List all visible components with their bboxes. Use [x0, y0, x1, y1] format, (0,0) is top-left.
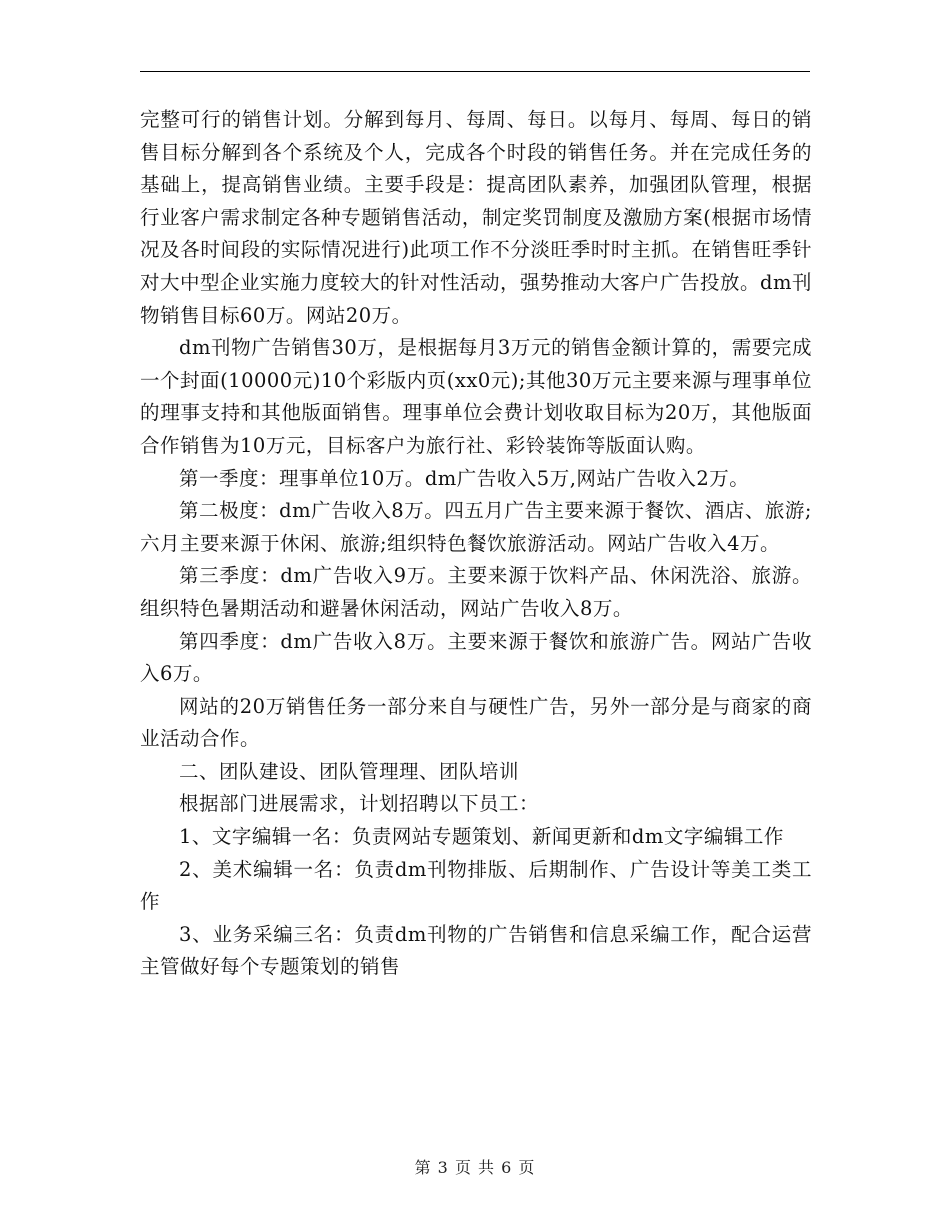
paragraph: 第一季度：理事单位10万。dm广告收入5万,网站广告收入2万。 — [179, 466, 750, 490]
section-heading: 二、团队建设、团队管理理、团队培训 — [179, 759, 520, 783]
header-rule — [140, 71, 810, 72]
paragraph: 完整可行的销售计划。分解到每月、每周、每日。以每月、每周、每日的销售目标分解到各个系统及个人，完成各个时段的销售任务。并在完成任务的基础上，提高销售业绩。主要手段是：提高团队素养，加强团队管理，根据行业客户需求制定各种专题销售活动，制定奖罚制度及激励方案(根据市场情况及各时间段的实际情况进行)此项工作不分淡旺季时时主抓。在销售旺季针对大中型企业实施力度较大的针对性活动，强势推动大客户广告投放。dm刊物销售目标60万。网站20万。 — [140, 108, 812, 327]
paragraph: dm刊物广告销售30万，是根据每月3万元的销售金额计算的，需要完成一个封面(10000元)10个彩版内页(xx0元);其他30万元主要来源与理事单位的理事支持和其他版面销售。理事单位会费计划收取目标为20万，其他版面合作销售为10万元，目标客户为旅行社、彩铃装饰等版面认购。 — [140, 336, 812, 457]
list-item: 2、美术编辑一名：负责dm刊物排版、后期制作、广告设计等美工类工作 — [140, 857, 812, 914]
body-text — [140, 104, 812, 984]
paragraph: 第四季度：dm广告收入8万。主要来源于餐饮和旅游广告。网站广告收入6万。 — [140, 629, 812, 686]
list-item: 3、业务采编三名：负责dm刊物的广告销售和信息采编工作，配合运营主管做好每个专题策划的销售 — [140, 922, 812, 979]
page-number: 第 3 页 共 6 页 — [414, 1158, 536, 1177]
paragraph: 根据部门进展需求，计划招聘以下员工： — [179, 792, 540, 816]
paragraph: 第二极度：dm广告收入8万。四五月广告主要来源于餐饮、酒店、旅游;六月主要来源于休闲、旅游;组织特色餐饮旅游活动。网站广告收入4万。 — [140, 499, 812, 555]
paragraph: 第三季度：dm广告收入9万。主要来源于饮料产品、休闲洗浴、旅游。组织特色暑期活动和避暑休闲活动，网站广告收入8万。 — [140, 564, 812, 620]
paragraph: 网站的20万销售任务一部分来自与硬性广告，另外一部分是与商家的商业活动合作。 — [140, 694, 812, 751]
list-item: 1、文字编辑一名：负责网站专题策划、新闻更新和dm文字编辑工作 — [179, 825, 784, 849]
